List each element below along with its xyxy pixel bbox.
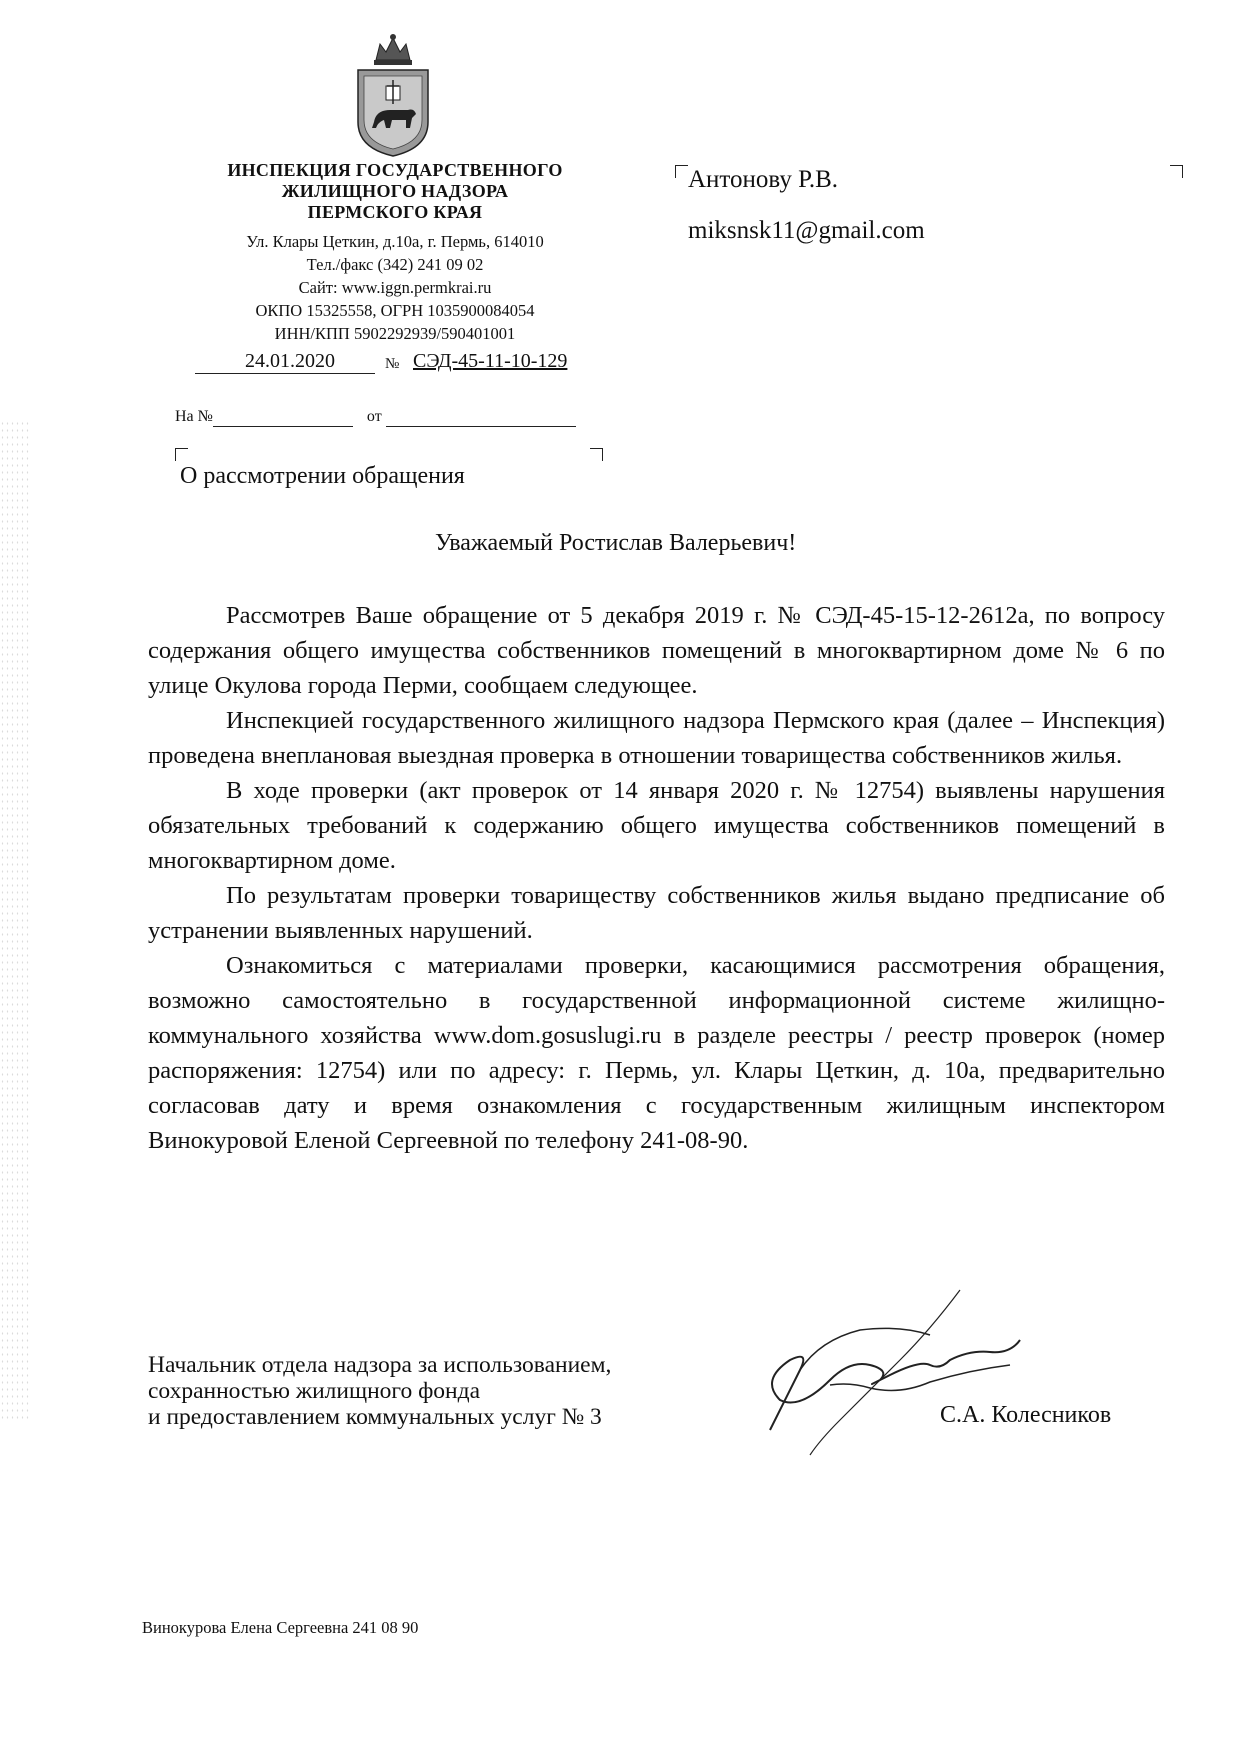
body-paragraph: Рассмотрев Ваше обращение от 5 декабря 2019 г. № СЭД-45-15-12-2612а, по вопросу содержания общего имущества собственников помещений в многоквартирном доме № 6 по улице Окулова города Перми, сообщаем следующее. — [148, 602, 1165, 699]
subject-corner-right — [590, 448, 603, 461]
body-paragraph: Ознакомиться с материалами проверки, касающимися рассмотрения обращения, возможно самостоятельно в государственной информационной системе жилищно-коммунального хозяйства www.dom.gosuslugi.ru в разделе реестры / реестр проверок (номер распоряжения: 12754) или по адресу: г. Пермь, ул. Клары Цеткин, д. 10а, предварительно согласовав дату и время ознакомления с государственным жилищным инспектором Винокуровой Еленой Сергеевной по телефону 241-08-90. — [148, 952, 1165, 1154]
org-inn-kpp: ИНН/КПП 5902292939/590401001 — [274, 324, 516, 343]
reference-number-blank — [213, 408, 353, 427]
signer-name: С.А. Колесников — [940, 1402, 1112, 1428]
reference-date-label: от — [366, 408, 382, 425]
signatory-position — [148, 1352, 611, 1430]
reference-line — [175, 408, 576, 427]
org-name-line: ЖИЛИЩНОГО НАДЗОРА — [281, 181, 509, 201]
reference-date-blank — [386, 408, 576, 427]
scan-noise-strip — [0, 420, 30, 1420]
registration-number: СЭД-45-11-10-129 — [413, 350, 568, 372]
org-okpo-ogrn: ОКПО 15325558, ОГРН 1035900084054 — [255, 301, 535, 320]
letter-body — [148, 598, 1165, 1158]
body-paragraph: В ходе проверки (акт проверок от 14 января 2020 г. № 12754) выявлены нарушения обязательных требований к содержанию общего имущества собственников помещений в многоквартирном доме. — [148, 777, 1165, 874]
position-line: и предоставлением коммунальных услуг № 3 — [148, 1404, 602, 1430]
registration-number-label: № — [385, 356, 400, 372]
handwritten-signature — [730, 1270, 1060, 1460]
addressee-name: Антонову Р.В. — [688, 166, 839, 193]
position-line: сохранностью жилищного фонда — [148, 1378, 481, 1404]
subject-corner-left — [175, 448, 188, 461]
position-line: Начальник отдела надзора за использованием, — [148, 1352, 612, 1378]
addressee-corner-left — [675, 165, 688, 178]
reference-number-label: На № — [175, 408, 213, 425]
body-paragraph: По результатам проверки товариществу собственников жилья выдано предписание об устранении выявленных нарушений. — [148, 882, 1165, 944]
organization-name — [180, 160, 610, 223]
addressee-corner-right — [1170, 165, 1183, 178]
org-name-line: ПЕРМСКОГО КРАЯ — [307, 202, 483, 222]
registration-date: 24.01.2020 — [195, 350, 375, 374]
letter-subject: О рассмотрении обращения — [180, 463, 465, 489]
org-phone: Тел./факс (342) 241 09 02 — [306, 255, 484, 274]
greeting: Уважаемый Ростислав Валерьевич! — [435, 530, 797, 556]
org-name-line: ИНСПЕКЦИЯ ГОСУДАРСТВЕННОГО — [227, 160, 563, 180]
org-address: Ул. Клары Цеткин, д.10а, г. Пермь, 614010 — [246, 232, 544, 251]
organization-details — [180, 230, 610, 345]
org-site: Сайт: www.iggn.permkrai.ru — [298, 278, 492, 297]
addressee-email: miksnsk11@gmail.com — [688, 217, 925, 244]
body-paragraph: Инспекцией государственного жилищного надзора Пермского края (далее – Инспекция) проведена внеплановая выездная проверка в отношении товарищества собственников жилья. — [148, 707, 1165, 769]
executor-contact: Винокурова Елена Сергеевна 241 08 90 — [142, 1618, 419, 1637]
perm-krai-coat-of-arms-icon — [350, 30, 436, 160]
